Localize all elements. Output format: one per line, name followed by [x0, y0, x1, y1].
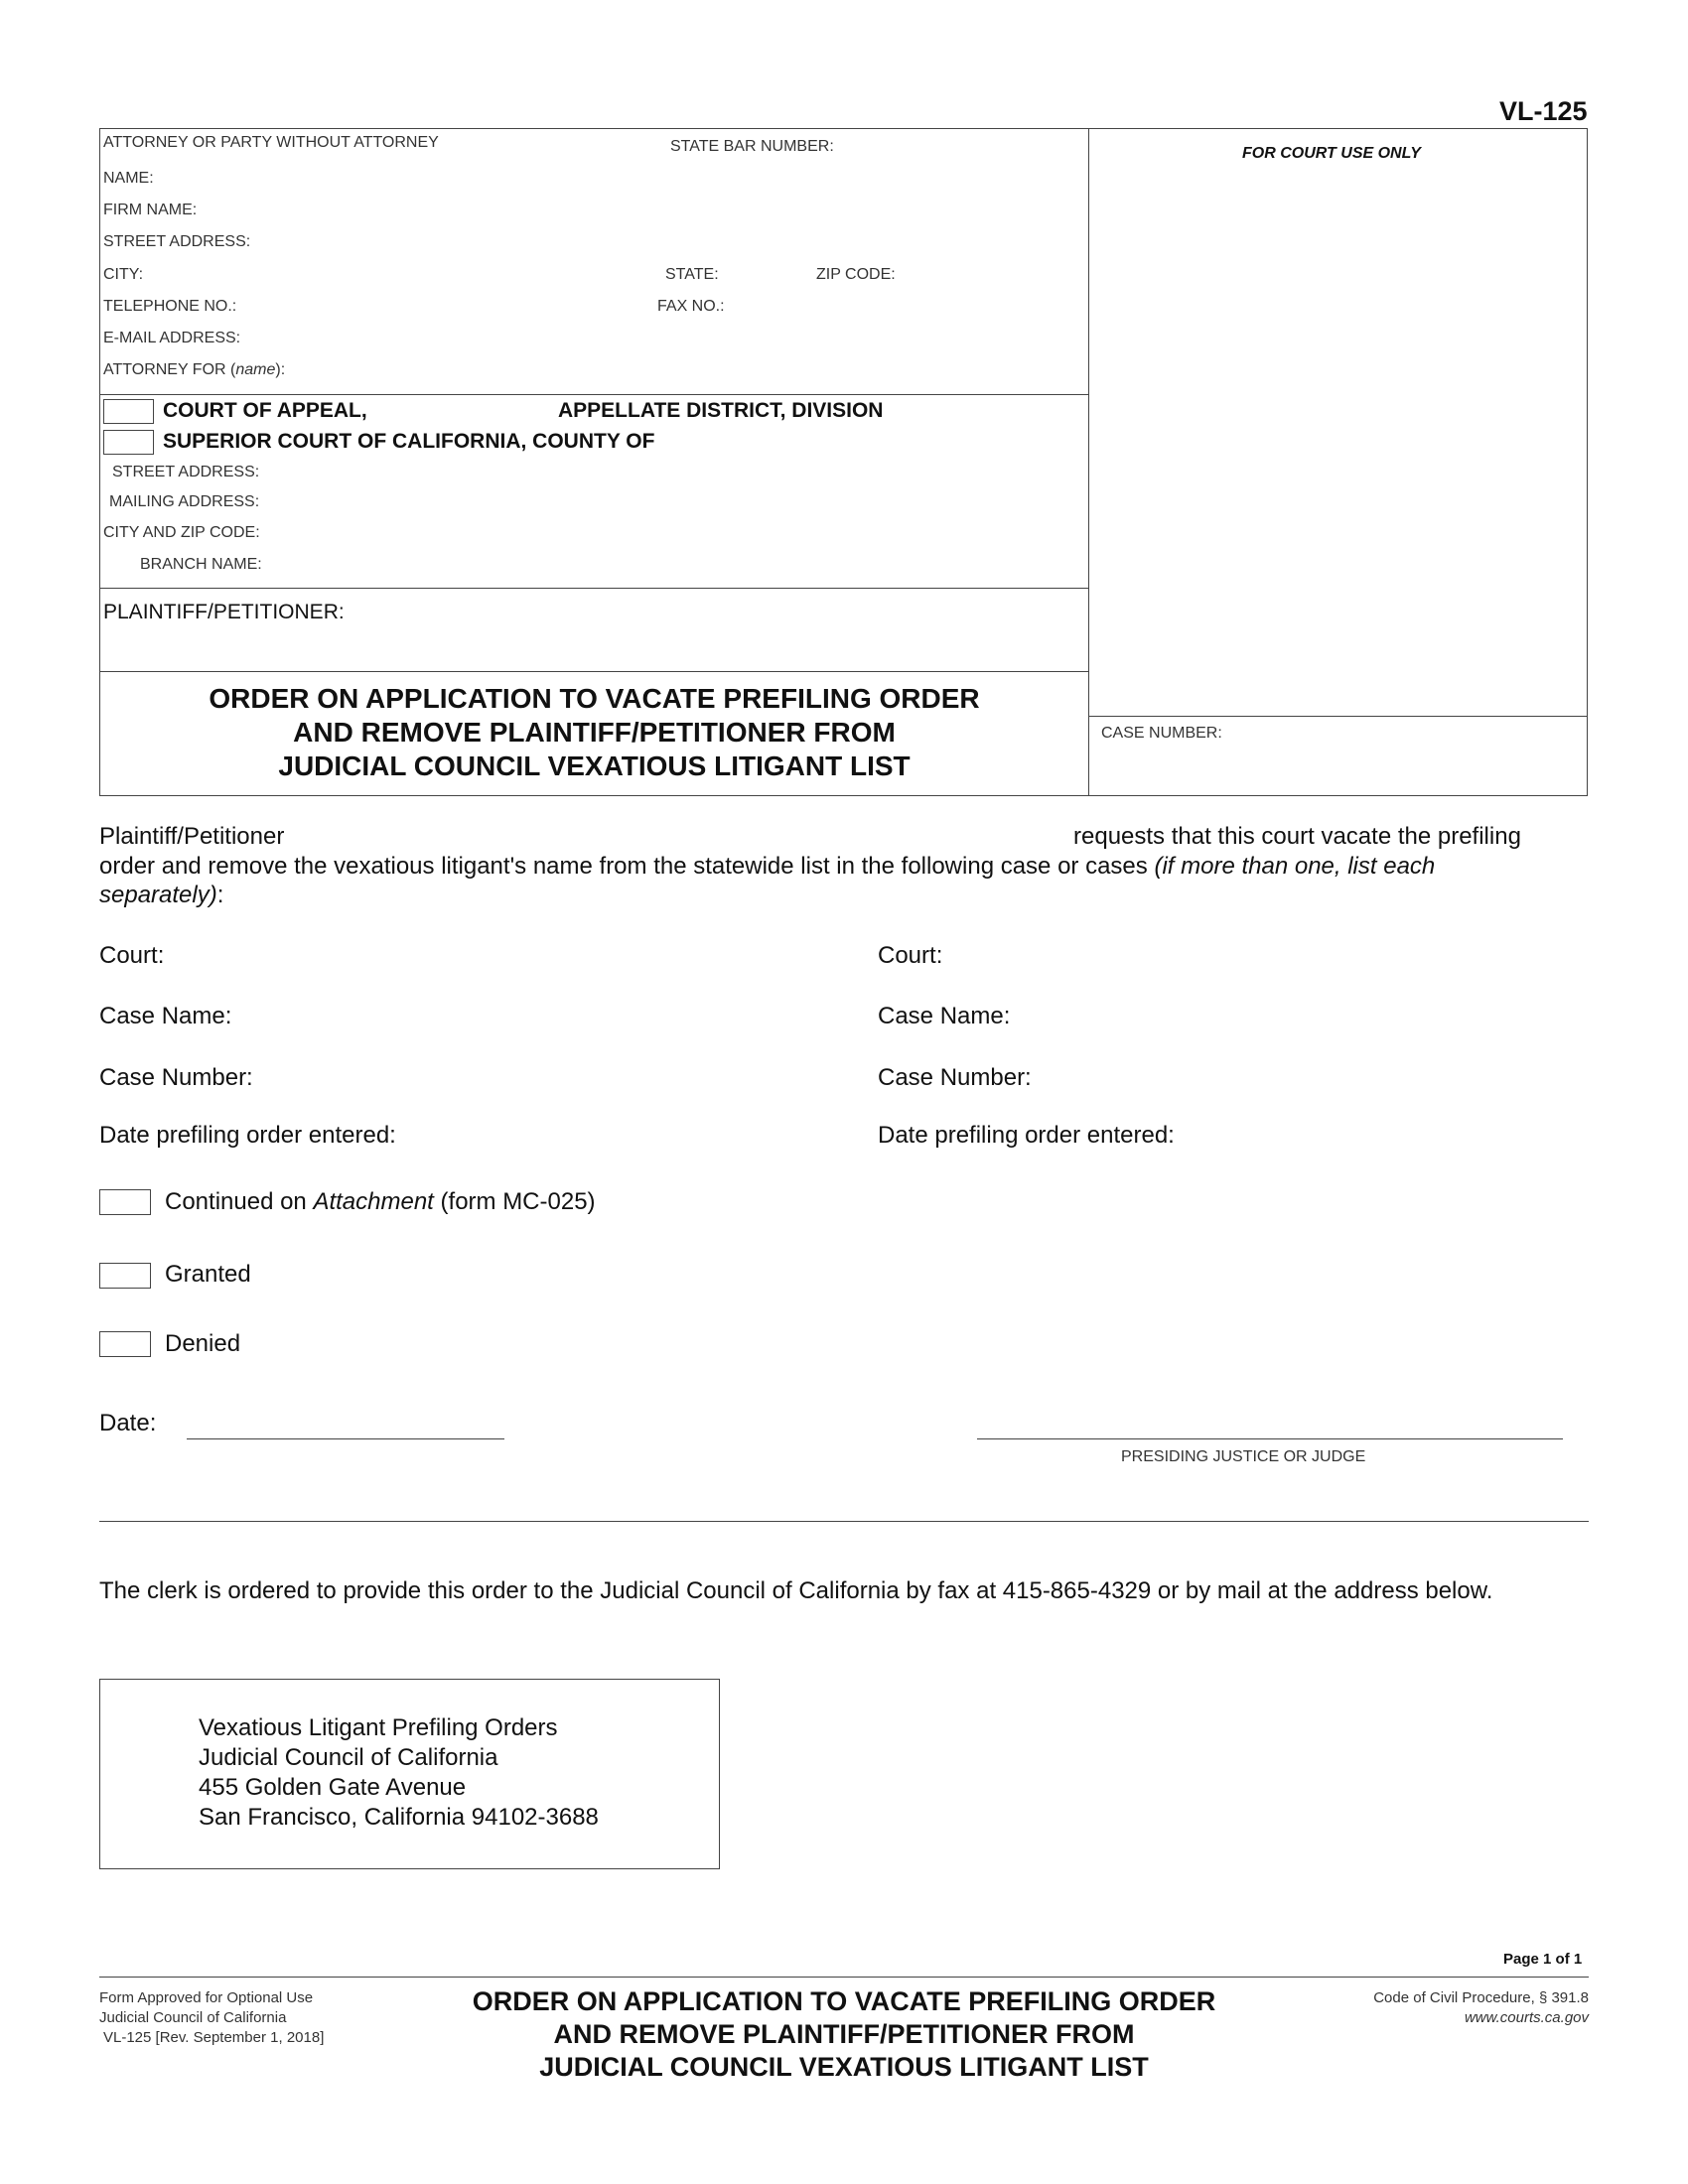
plaintiff-section-divider: [99, 588, 1089, 589]
firm-name-label: FIRM NAME:: [103, 202, 198, 218]
address-line-4: San Francisco, California 94102-3688: [199, 1804, 599, 1831]
form-title-line-2: AND REMOVE PLAINTIFF/PETITIONER FROM: [293, 717, 896, 748]
right-court-label: Court:: [878, 942, 943, 969]
footer-title-line-1: ORDER ON APPLICATION TO VACATE PREFILING ORDER: [472, 1986, 1216, 2016]
street-address-label: STREET ADDRESS:: [103, 233, 251, 250]
state-label: STATE:: [665, 266, 719, 283]
appellate-district-label: APPELLATE DISTRICT, DIVISION: [558, 399, 884, 422]
granted-checkbox[interactable]: [99, 1263, 151, 1289]
request-line-2: order and remove the vexatious litigant's name from the statewide list in the following case or cases (if more than one, list each: [99, 853, 1436, 880]
denied-checkbox[interactable]: [99, 1331, 151, 1357]
denied-label: Denied: [165, 1330, 241, 1357]
form-title-line-1: ORDER ON APPLICATION TO VACATE PREFILING ORDER: [209, 683, 980, 714]
footer-left-line-2: Judicial Council of California: [99, 2009, 287, 2026]
form-title-line-3: JUDICIAL COUNCIL VEXATIOUS LITIGANT LIST: [278, 751, 911, 781]
right-case-name-label: Case Name:: [878, 1003, 1011, 1029]
state-bar-label: STATE BAR NUMBER:: [670, 138, 834, 155]
footer-title-line-3: JUDICIAL COUNCIL VEXATIOUS LITIGANT LIST: [539, 2052, 1149, 2082]
request-line-3: separately):: [99, 882, 224, 908]
case-number-label: CASE NUMBER:: [1101, 725, 1222, 742]
email-label: E-MAIL ADDRESS:: [103, 330, 241, 346]
form-number: VL-125: [1499, 96, 1588, 126]
title-section-divider: [99, 671, 1089, 672]
case-number-divider: [1088, 716, 1588, 717]
date-line[interactable]: [187, 1438, 504, 1439]
left-court-label: Court:: [99, 942, 165, 969]
signature-line[interactable]: [977, 1438, 1563, 1439]
footer-right: [1373, 1988, 1589, 2028]
footer-left-line-3: VL-125 [Rev. September 1, 2018]: [103, 2029, 325, 2046]
clerk-instruction: The clerk is ordered to provide this order to the Judicial Council of California by fax at 415-865-4329 or by mail at the address below.: [99, 1577, 1493, 1604]
court-of-appeal-checkbox[interactable]: [103, 399, 154, 424]
plaintiff-petitioner-label: PLAINTIFF/PETITIONER:: [103, 601, 345, 623]
attorney-for-label: ATTORNEY FOR (name):: [103, 361, 286, 378]
footer-website[interactable]: www.courts.ca.gov: [1464, 2009, 1589, 2026]
signature-label: PRESIDING JUSTICE OR JUDGE: [1121, 1448, 1366, 1465]
footer-approval: [99, 1988, 324, 2048]
footer-left-line-1: Form Approved for Optional Use: [99, 1989, 314, 2006]
address-line-2: Judicial Council of California: [199, 1744, 498, 1771]
footer-title-line-2: AND REMOVE PLAINTIFF/PETITIONER FROM: [553, 2019, 1135, 2049]
form-title: [99, 682, 1089, 783]
left-case-name-label: Case Name:: [99, 1003, 232, 1029]
page-number: Page 1 of 1: [1503, 1951, 1583, 1968]
footer-code: Code of Civil Procedure, § 391.8: [1373, 1989, 1589, 2006]
zip-code-label: ZIP CODE:: [816, 266, 896, 283]
address-line-3: 455 Golden Gate Avenue: [199, 1774, 467, 1801]
footer-rule: [99, 1977, 1589, 1978]
court-of-appeal-label: COURT OF APPEAL,: [163, 399, 367, 422]
footer-title: [407, 1985, 1281, 2084]
fax-label: FAX NO.:: [657, 298, 725, 315]
city-label: CITY:: [103, 266, 144, 283]
granted-label: Granted: [165, 1261, 251, 1288]
right-case-number-label: Case Number:: [878, 1064, 1032, 1091]
left-case-number-label: Case Number:: [99, 1064, 253, 1091]
court-section-divider: [99, 394, 1089, 395]
address-line-1: Vexatious Litigant Prefiling Orders: [199, 1714, 558, 1741]
name-label: NAME:: [103, 170, 154, 187]
attorney-header: ATTORNEY OR PARTY WITHOUT ATTORNEY: [103, 134, 439, 151]
section-separator: [99, 1521, 1589, 1522]
for-court-use-label: FOR COURT USE ONLY: [1242, 145, 1421, 162]
continued-label: Continued on Attachment (form MC-025): [165, 1188, 596, 1215]
continued-checkbox[interactable]: [99, 1189, 151, 1215]
telephone-label: TELEPHONE NO.:: [103, 298, 237, 315]
plaintiff-petitioner-text: Plaintiff/Petitioner: [99, 823, 285, 850]
superior-court-label: SUPERIOR COURT OF CALIFORNIA, COUNTY OF: [163, 430, 655, 453]
right-date-entered-label: Date prefiling order entered:: [878, 1122, 1175, 1149]
left-date-entered-label: Date prefiling order entered:: [99, 1122, 396, 1149]
court-branch-name-label: BRANCH NAME:: [140, 556, 262, 573]
superior-court-checkbox[interactable]: [103, 430, 154, 455]
requests-text: requests that this court vacate the prefiling: [1073, 823, 1521, 850]
court-mailing-address-label: MAILING ADDRESS:: [109, 493, 260, 510]
court-street-address-label: STREET ADDRESS:: [112, 464, 260, 480]
date-label: Date:: [99, 1410, 157, 1436]
court-city-zip-label: CITY AND ZIP CODE:: [103, 524, 260, 541]
mailing-address: [199, 1713, 599, 1833]
